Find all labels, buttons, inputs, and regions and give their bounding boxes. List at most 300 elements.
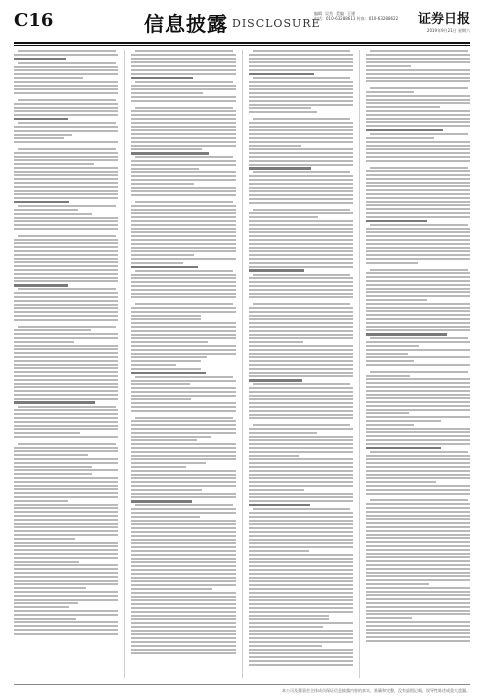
text-line (131, 474, 235, 476)
text-line (366, 235, 470, 237)
text-line (14, 315, 118, 317)
text-line (131, 254, 194, 256)
text-line (366, 610, 470, 612)
editor-info (314, 11, 420, 21)
text-line (131, 137, 235, 139)
text-line (366, 481, 436, 483)
text-line (249, 133, 353, 135)
text-line (366, 526, 470, 528)
text-line (249, 341, 303, 343)
text-line (14, 602, 78, 604)
text-line (14, 469, 118, 471)
text-line (366, 522, 470, 524)
text-line (14, 526, 118, 528)
text-line (366, 99, 470, 101)
text-line (249, 175, 353, 177)
phone-line: 电话：010-63288611 传真：010-63288622 (314, 16, 399, 21)
text-line (249, 584, 353, 586)
text-line (249, 141, 353, 143)
text-line (366, 118, 470, 120)
text-line (366, 545, 470, 547)
text-line (366, 54, 470, 56)
text-line (131, 428, 235, 430)
text-line (249, 88, 353, 90)
text-line (131, 569, 235, 571)
text-line (131, 262, 183, 264)
text-line (366, 145, 470, 147)
text-line (249, 611, 353, 613)
text-line (18, 235, 116, 237)
text-line (249, 254, 353, 256)
text-line (131, 489, 202, 491)
text-line (131, 496, 235, 498)
text-line (249, 258, 353, 260)
text-line (366, 310, 470, 312)
text-line (131, 356, 207, 358)
text-line (366, 378, 470, 380)
text-line (366, 640, 470, 642)
text-line (14, 239, 118, 241)
text-line (249, 402, 353, 404)
text-line (366, 549, 470, 551)
text-line (366, 401, 470, 403)
text-line (249, 247, 353, 249)
text-line (131, 596, 235, 598)
text-line (366, 141, 470, 143)
text-line (249, 470, 353, 472)
text-line (370, 133, 468, 135)
text-line (366, 431, 470, 433)
text-line (14, 296, 118, 298)
text-line (366, 106, 440, 108)
text-line (249, 183, 353, 185)
text-line (249, 235, 353, 237)
text-line (131, 516, 199, 518)
text-line (131, 293, 235, 295)
text-line (249, 615, 330, 617)
text-line (131, 220, 235, 222)
text-line (14, 500, 68, 502)
text-line (249, 436, 353, 438)
text-line (249, 228, 353, 230)
text-line (131, 100, 235, 102)
text-line (131, 380, 235, 382)
text-line (249, 398, 353, 400)
text-line (131, 395, 235, 397)
text-line (14, 156, 118, 158)
text-line (366, 489, 470, 491)
text-line (131, 58, 235, 60)
text-line (370, 167, 468, 169)
text-line (366, 262, 418, 264)
text-line (135, 201, 233, 203)
text-line (249, 542, 353, 544)
text-line (14, 246, 118, 248)
section-heading-line (366, 447, 441, 449)
text-line (131, 580, 235, 582)
text-line (14, 333, 118, 335)
column-divider (359, 50, 360, 678)
text-line (366, 537, 470, 539)
text-line (366, 572, 470, 574)
text-line (14, 141, 118, 143)
text-line (249, 368, 353, 370)
text-line (131, 235, 235, 237)
section-heading-line (14, 401, 95, 403)
text-line (249, 462, 353, 464)
text-line (131, 171, 235, 173)
text-line (14, 220, 118, 222)
text-line (249, 512, 353, 514)
text-line (249, 239, 353, 241)
text-line (131, 334, 235, 336)
text-line (131, 164, 235, 166)
text-line (366, 364, 470, 366)
text-line (135, 156, 233, 158)
text-line (131, 274, 235, 276)
text-line (370, 337, 468, 339)
text-line (14, 534, 118, 536)
text-line (131, 315, 201, 317)
text-line (131, 481, 235, 483)
text-line (14, 625, 118, 627)
text-line (249, 417, 353, 419)
text-line (131, 129, 235, 131)
text-line (249, 447, 353, 449)
text-line (131, 410, 235, 412)
text-line (366, 314, 470, 316)
text-line (18, 148, 116, 150)
text-line (14, 523, 118, 525)
text-line (131, 110, 235, 112)
text-line (249, 100, 353, 102)
text-line (14, 371, 118, 373)
text-line (366, 394, 470, 396)
text-line (366, 247, 470, 249)
text-line (366, 560, 470, 562)
text-line (14, 477, 118, 479)
text-line (14, 610, 118, 612)
text-line (366, 416, 470, 418)
text-line (131, 477, 235, 479)
text-line (131, 424, 235, 426)
text-line (249, 322, 353, 324)
text-line (14, 54, 118, 56)
text-line (14, 621, 118, 623)
text-column (249, 50, 353, 678)
section-heading-line (131, 500, 192, 502)
text-line (131, 607, 235, 609)
text-line (14, 591, 118, 593)
text-line (131, 561, 235, 563)
text-line (249, 558, 353, 560)
text-line (14, 348, 118, 350)
text-line (366, 507, 470, 509)
text-line (366, 307, 470, 309)
text-line (14, 367, 118, 369)
text-line (249, 414, 353, 416)
text-line (14, 515, 118, 517)
text-line (131, 330, 235, 332)
text-line (131, 611, 235, 613)
text-line (366, 201, 470, 203)
text-line (366, 518, 470, 520)
text-line (14, 341, 74, 343)
text-line (249, 451, 353, 453)
text-line (14, 458, 118, 460)
text-line (366, 455, 470, 457)
text-line (249, 111, 317, 113)
section-heading-line (249, 504, 311, 506)
text-line (249, 345, 353, 347)
text-line (14, 428, 118, 430)
text-line (14, 360, 118, 362)
text-line (366, 156, 470, 158)
text-line (366, 110, 470, 112)
text-line (249, 152, 353, 154)
text-line (14, 193, 118, 195)
text-line (366, 375, 410, 377)
text-line (249, 187, 353, 189)
text-line (366, 254, 470, 256)
text-line (131, 69, 235, 71)
text-line (131, 190, 235, 192)
text-line (366, 58, 470, 60)
text-line (14, 587, 86, 589)
text-line (370, 269, 468, 271)
text-line (366, 341, 470, 343)
text-line (249, 439, 353, 441)
text-line (366, 591, 470, 593)
text-line (253, 303, 351, 305)
text-line (131, 652, 235, 654)
text-line (249, 126, 353, 128)
text-line (131, 368, 201, 370)
text-line (249, 458, 353, 460)
text-line (249, 337, 353, 339)
text-line (131, 485, 235, 487)
text-line (249, 573, 353, 575)
text-line (131, 96, 235, 98)
text-line (14, 394, 118, 396)
text-line (131, 458, 235, 460)
text-line (366, 412, 409, 414)
text-line (14, 261, 118, 263)
text-line (249, 485, 353, 487)
text-line (131, 231, 235, 233)
text-line (14, 481, 118, 483)
text-line (18, 205, 116, 207)
text-line (249, 243, 353, 245)
text-line (14, 507, 118, 509)
text-line (366, 160, 470, 162)
text-line (135, 107, 233, 109)
text-line (131, 402, 235, 404)
text-line (14, 69, 118, 71)
text-line (366, 428, 470, 430)
column-divider (124, 50, 125, 678)
text-line (14, 629, 118, 631)
text-line (14, 163, 94, 165)
text-line (249, 596, 353, 598)
text-line (131, 508, 235, 510)
text-line (131, 622, 235, 624)
text-line (370, 224, 468, 226)
text-line (366, 80, 470, 82)
text-line (249, 633, 353, 635)
text-line (14, 488, 118, 490)
text-line (131, 436, 211, 438)
text-line (370, 87, 468, 89)
text-line (249, 104, 353, 106)
text-line (366, 443, 470, 445)
text-line (366, 360, 415, 362)
text-line (249, 281, 353, 283)
text-line (131, 360, 201, 362)
text-line (249, 250, 353, 252)
text-line (249, 156, 353, 158)
text-line (366, 613, 470, 615)
text-line (366, 515, 470, 517)
text-line (249, 603, 353, 605)
text-line (18, 62, 116, 64)
text-line (131, 88, 235, 90)
text-line (366, 553, 470, 555)
text-line (131, 322, 235, 324)
text-line (14, 599, 118, 601)
text-line (366, 409, 470, 411)
text-line (366, 420, 442, 422)
text-line (14, 606, 69, 608)
text-line (249, 194, 353, 196)
text-line (135, 417, 233, 419)
text-line (366, 185, 470, 187)
text-line (131, 228, 235, 230)
text-line (131, 531, 235, 533)
text-line (14, 379, 118, 381)
text-line (249, 599, 353, 601)
text-line (249, 520, 353, 522)
text-line (14, 618, 76, 620)
text-line (366, 579, 470, 581)
designer-name: 王建 (347, 11, 355, 16)
text-line (14, 304, 118, 306)
text-line (14, 134, 72, 136)
text-column (366, 50, 470, 678)
text-line (131, 558, 235, 560)
text-line (366, 258, 470, 260)
text-line (366, 382, 470, 384)
editor-name: 吴杰 (325, 11, 333, 16)
text-line (249, 622, 353, 624)
text-line (14, 530, 118, 532)
text-line (14, 549, 118, 551)
text-line (14, 436, 118, 438)
text-line (249, 630, 353, 632)
editor-label: 编辑 (314, 11, 322, 16)
text-line (249, 607, 353, 609)
text-line (253, 209, 351, 211)
text-line (366, 632, 470, 634)
text-line (249, 588, 353, 590)
text-line (366, 606, 470, 608)
text-line (18, 50, 116, 52)
text-line (131, 455, 235, 457)
text-line (131, 523, 235, 525)
text-line (249, 493, 353, 495)
text-line (131, 443, 235, 445)
text-line (14, 576, 118, 578)
text-line (131, 577, 235, 579)
text-line (14, 110, 118, 112)
page-number: C16 (14, 10, 54, 31)
text-line (366, 458, 470, 460)
text-line (131, 168, 199, 170)
text-line (249, 527, 353, 529)
text-line (131, 224, 235, 226)
text-line (249, 356, 353, 358)
text-line (366, 69, 470, 71)
text-line (366, 326, 470, 328)
text-line (366, 239, 470, 241)
section-heading-line (14, 58, 66, 60)
text-line (14, 92, 118, 94)
text-line (366, 121, 470, 123)
text-line (253, 77, 351, 79)
text-line (366, 243, 470, 245)
text-line (131, 615, 235, 617)
text-line (249, 550, 310, 552)
text-line (249, 364, 353, 366)
text-line (249, 664, 353, 666)
text-line (131, 341, 208, 343)
text-line (14, 564, 118, 566)
text-line (253, 171, 351, 173)
text-line (14, 254, 118, 256)
text-line (14, 454, 88, 456)
masthead-rule (14, 42, 470, 44)
text-line (366, 65, 411, 67)
section-heading-line (366, 129, 443, 131)
text-line (14, 178, 118, 180)
text-line (131, 391, 235, 393)
text-line (366, 477, 470, 479)
text-line (14, 511, 118, 513)
text-line (131, 212, 235, 214)
text-line (366, 114, 470, 116)
text-line (249, 212, 353, 214)
text-line (14, 137, 64, 139)
text-line (14, 273, 118, 275)
text-line (366, 602, 470, 604)
text-line (249, 660, 353, 662)
text-line (366, 288, 470, 290)
text-line (366, 583, 429, 585)
text-line (14, 614, 118, 616)
text-line (131, 296, 235, 298)
text-line (14, 258, 118, 260)
text-line (131, 599, 235, 601)
text-line (14, 186, 118, 188)
text-line (366, 598, 470, 600)
text-line (135, 81, 233, 83)
text-line (249, 58, 353, 60)
text-line (131, 406, 235, 408)
text-line (14, 519, 118, 521)
text-line (366, 511, 470, 513)
text-line (249, 443, 353, 445)
text-line (131, 160, 235, 162)
